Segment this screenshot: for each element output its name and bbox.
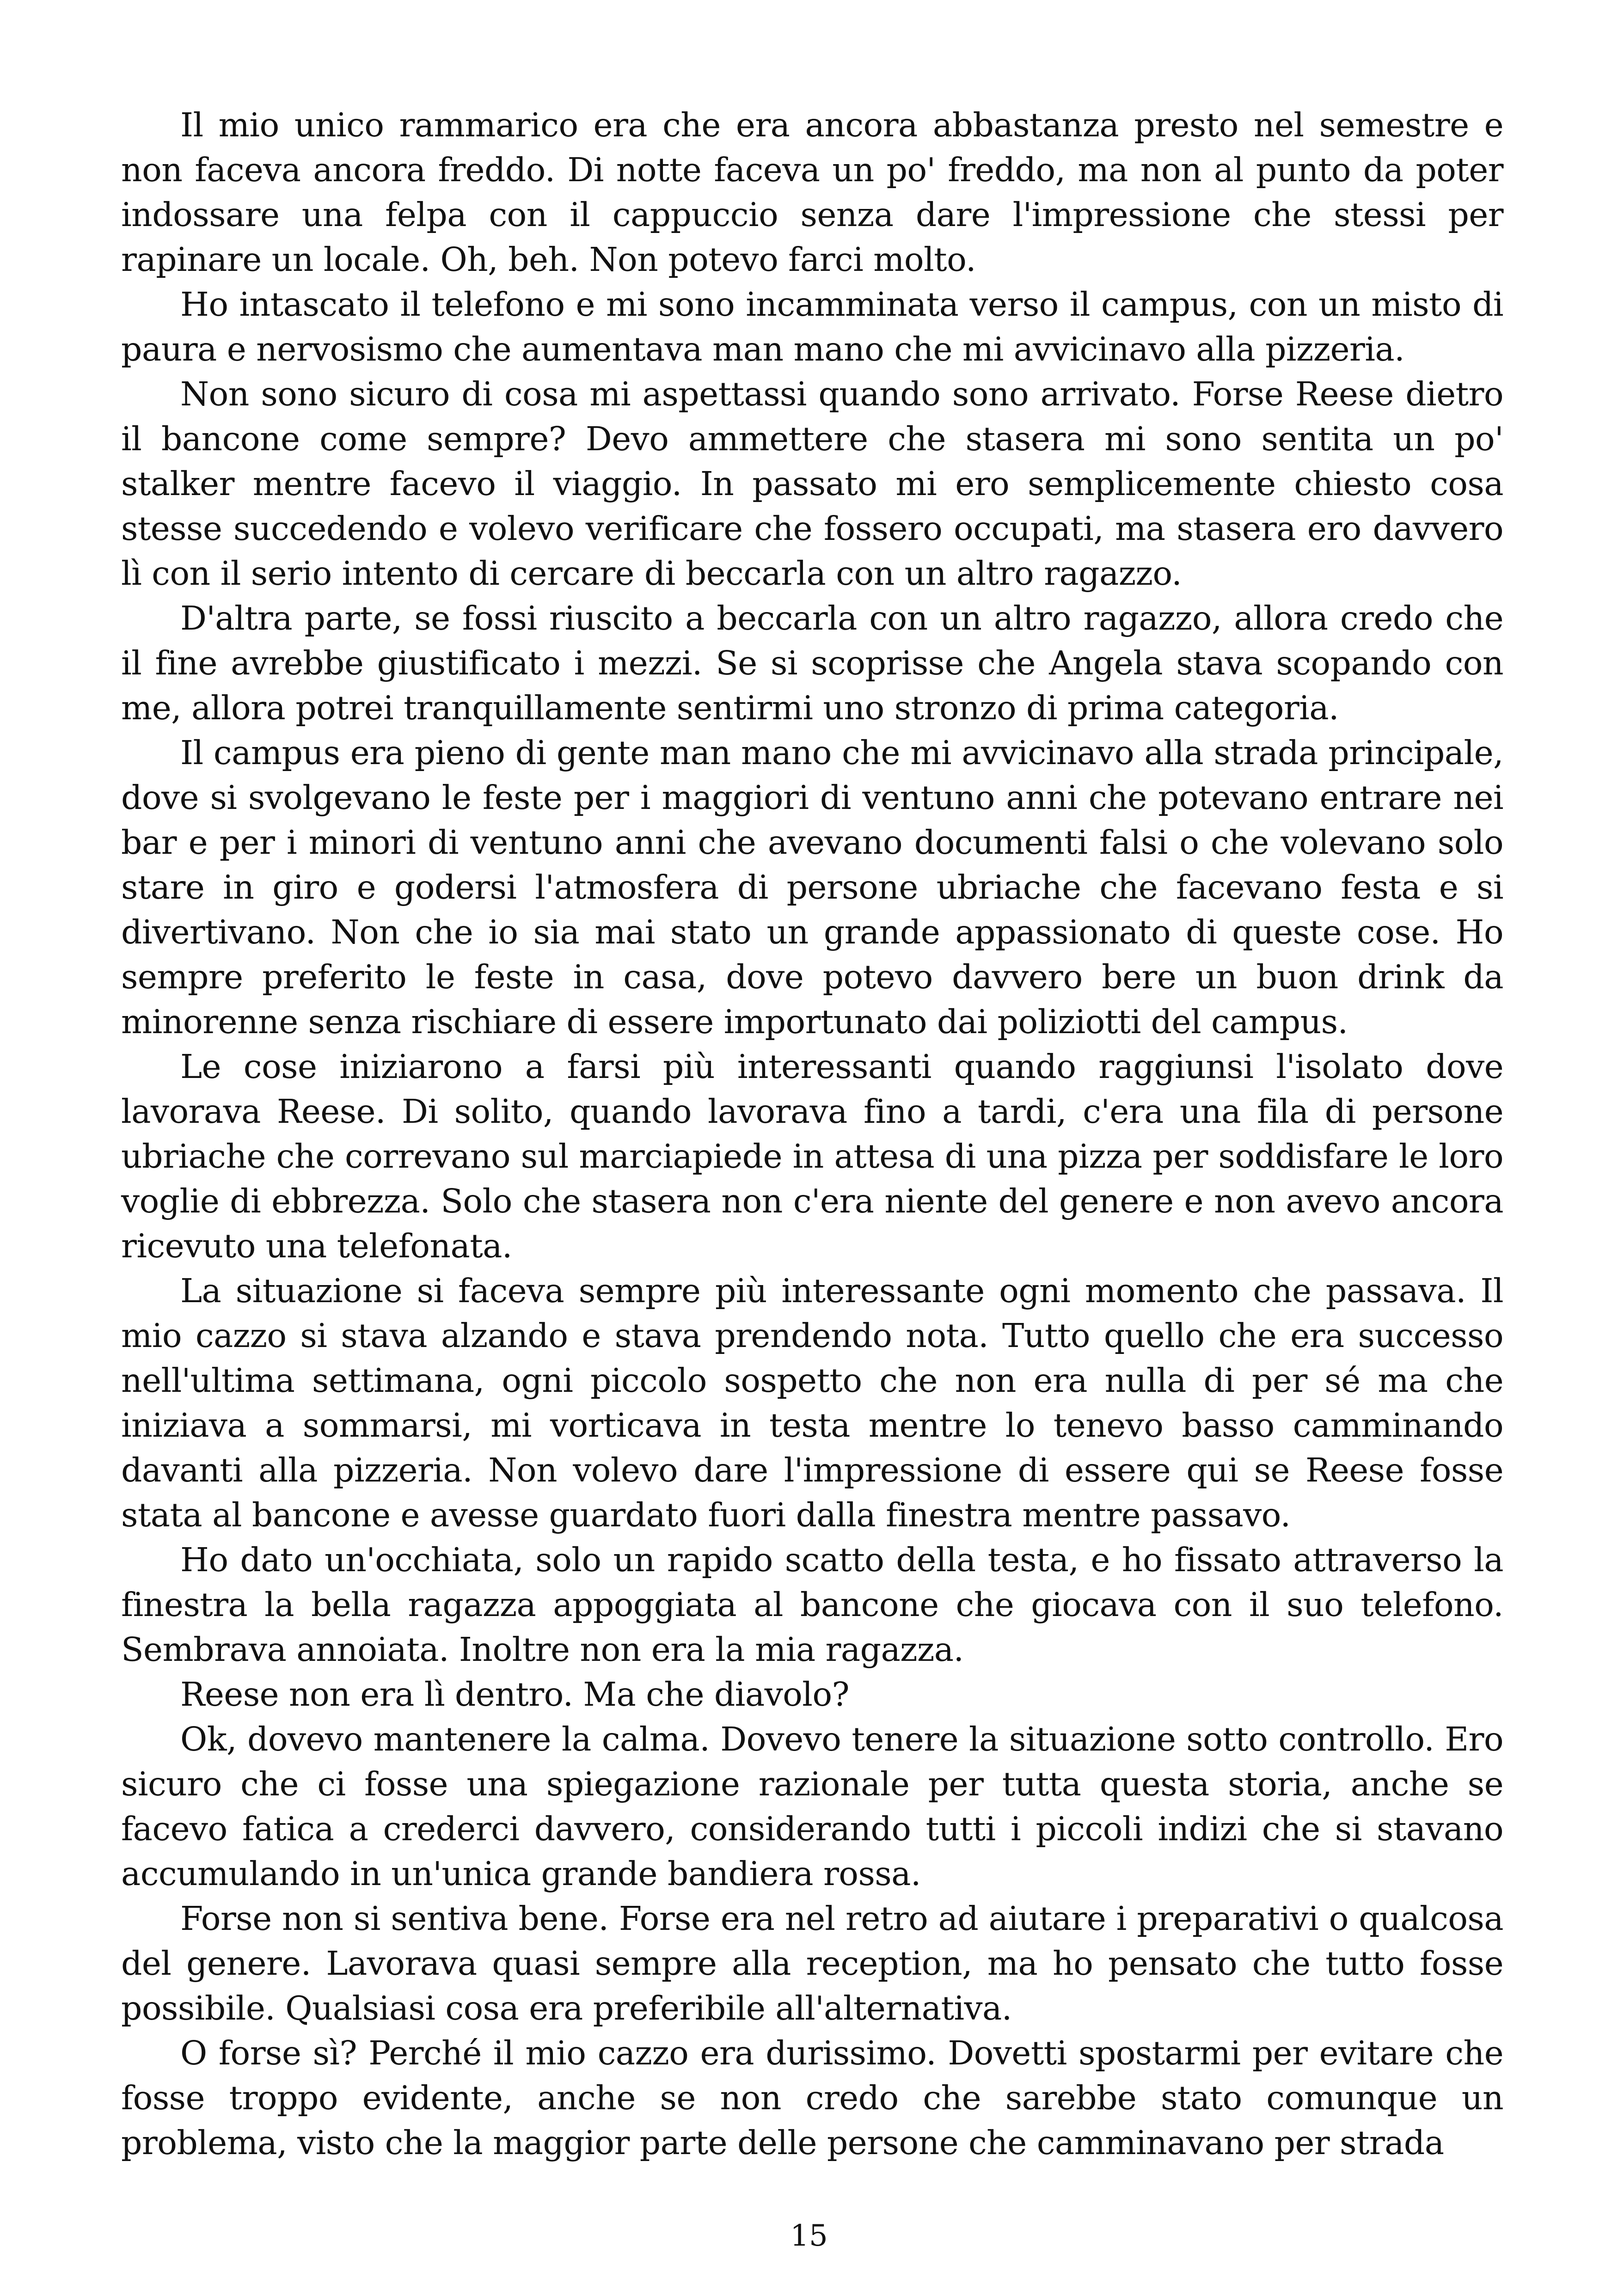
paragraph: Reese non era lì dentro. Ma che diavolo? — [180, 1675, 849, 1714]
paragraph: Il mio unico rammarico era che era ancora abbastanza presto nel semestre e non faceva ancora freddo. Di notte faceva un po' freddo, ma non al punto da poter indossare una felpa con il cappuccio senza dare l'impressione che stessi per rapinare un locale. Oh, beh. Non potevo farci molto. — [121, 106, 1503, 279]
paragraph: Ho intascato il telefono e mi sono incamminata verso il campus, con un misto di paura e nervosismo che aumentava man mano che mi avvicinavo alla pizzeria. — [121, 285, 1503, 368]
paragraph: O forse sì? Perché il mio cazzo era durissimo. Dovetti spostarmi per evitare che fosse troppo evidente, anche se non credo che sarebbe stato comunque un problema, visto che la maggior parte delle persone che camminavano per strada — [121, 2034, 1503, 2162]
paragraph: Il campus era pieno di gente man mano che mi avvicinavo alla strada principale, dove si svolgevano le feste per i maggiori di ventuno anni che potevano entrare nei bar e per i minori di ventuno anni che avevano documenti falsi o che volevano solo stare in giro e godersi l'atmosfera di persone ubriache che facevano festa e si divertivano. Non che io sia mai stato un grande appassionato di queste cose. Ho sempre preferito le feste in casa, dove potevo davvero bere un buon drink da minorenne senza rischiare di essere importunato dai poliziotti del campus. — [121, 734, 1503, 1041]
paragraph: Forse non si sentiva bene. Forse era nel retro ad aiutare i preparativi o qualcosa del genere. Lavorava quasi sempre alla reception, ma ho pensato che tutto fosse possibile. Qualsiasi cosa era preferibile all'alternativa. — [121, 1899, 1503, 2027]
paragraph: Ho dato un'occhiata, solo un rapido scatto della testa, e ho fissato attraverso la finestra la bella ragazza appoggiata al bancone che giocava con il suo telefono. Sembrava annoiata. Inoltre non era la mia ragazza. — [121, 1541, 1503, 1669]
paragraph: Ok, dovevo mantenere la calma. Dovevo tenere la situazione sotto controllo. Ero sicuro che ci fosse una spiegazione razionale per tutta questa storia, anche se facevo fatica a crederci davvero, considerando tutti i piccoli indizi che si stavano accumulando in un'unica grande bandiera rossa. — [121, 1720, 1503, 1893]
page-number: 15 — [790, 2219, 828, 2253]
paragraph: La situazione si faceva sempre più interessante ogni momento che passava. Il mio cazzo si stava alzando e stava prendendo nota. Tutto quello che era successo nell'ultima settimana, ogni piccolo sospetto che non era nulla di per sé ma che iniziava a sommarsi, mi vorticava in testa mentre lo tenevo basso camminando davanti alla pizzeria. Non volevo dare l'impressione di essere qui se Reese fosse stata al bancone e avesse guardato fuori dalla finestra mentre passavo. — [121, 1272, 1503, 1534]
body-text — [121, 103, 1503, 2165]
book-page — [121, 103, 1503, 2183]
paragraph: D'altra parte, se fossi riuscito a beccarla con un altro ragazzo, allora credo che il fine avrebbe giustificato i mezzi. Se si scoprisse che Angela stava scopando con me, allora potrei tranquillamente sentirmi uno stronzo di prima categoria. — [121, 599, 1503, 727]
paragraph: Le cose iniziarono a farsi più interessanti quando raggiunsi l'isolato dove lavorava Reese. Di solito, quando lavorava fino a tardi, c'era una fila di persone ubriache che correvano sul marciapiede in attesa di una pizza per soddisfare le loro voglie di ebbrezza. Solo che stasera non c'era niente del genere e non avevo ancora ricevuto una telefonata. — [121, 1047, 1503, 1265]
paragraph: Non sono sicuro di cosa mi aspettassi quando sono arrivato. Forse Reese dietro il bancone come sempre? Devo ammettere che stasera mi sono sentita un po' stalker mentre facevo il viaggio. In passato mi ero semplicemente chiesto cosa stesse succedendo e volevo verificare che fossero occupati, ma stasera ero davvero lì con il serio intento di cercare di beccarla con un altro ragazzo. — [121, 375, 1503, 593]
